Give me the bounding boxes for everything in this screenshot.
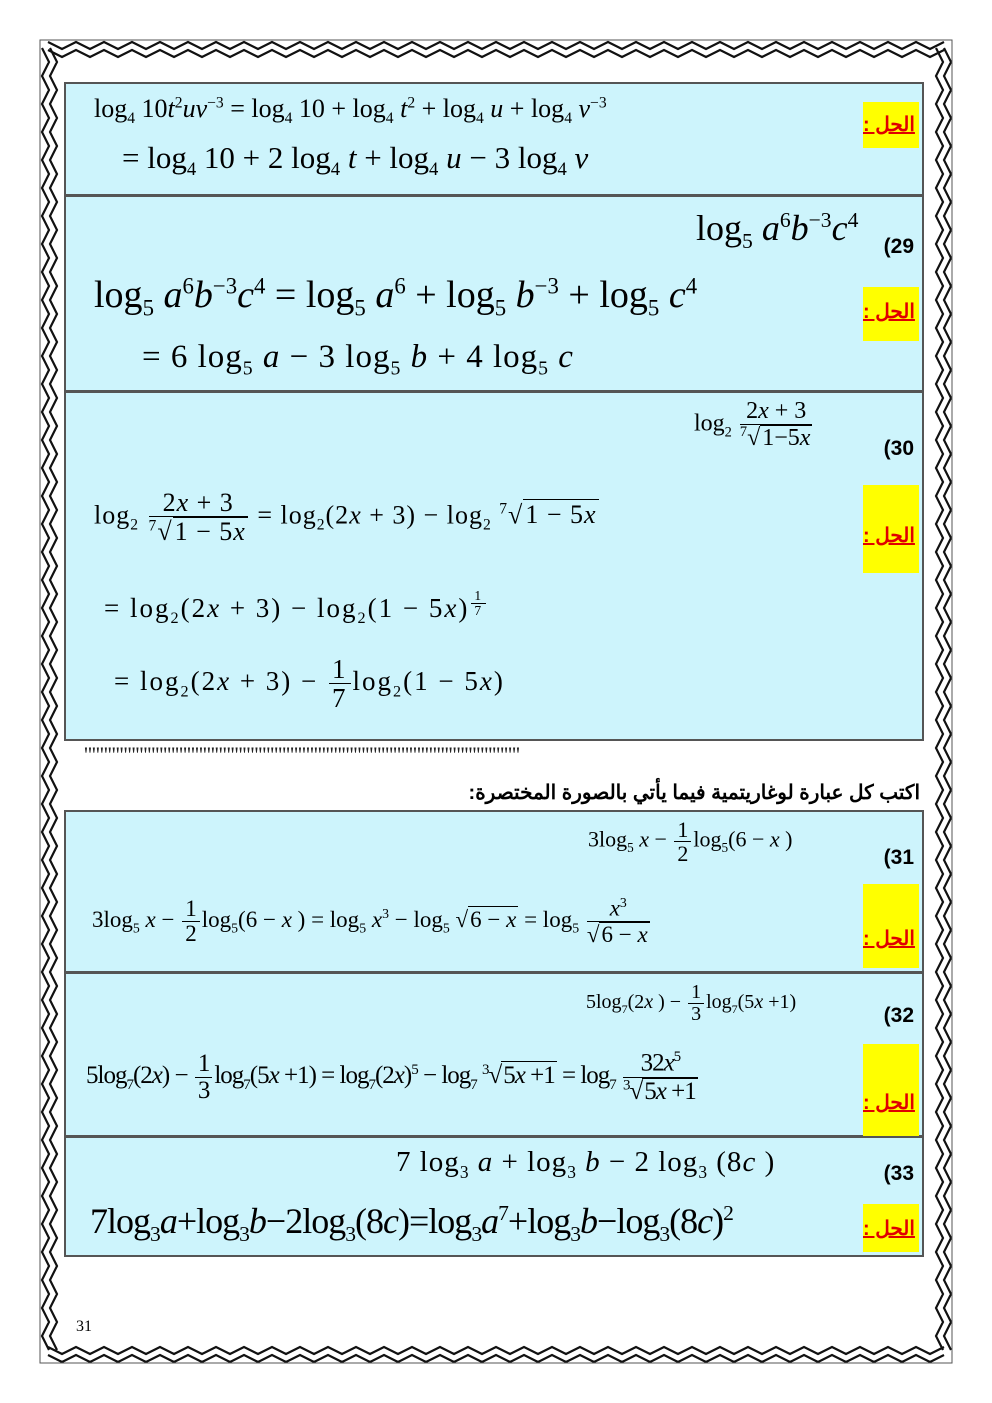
section-heading: اكتب كل عبارة لوغاريتمية فيما يأتي بالصورة المختصرة: (468, 782, 920, 804)
page-number: 31 (76, 1318, 92, 1335)
solution-line-1: $\log_2$ $\frac{2x + 3}{^7√1 - 5x}$ = $\log_2(2x + 3) - \log_2 ^7√1 - 5x$ (94, 488, 597, 547)
question-expression: $5\log_7(2x$ ) − $\frac{1}{3}$ $\log_7(5x +1)$ (586, 981, 797, 1025)
solution-line-3: = $\log_2(2x + 3)$ − $\frac{1}{7}$ $\log_2(1 - 5x)$ (114, 654, 505, 714)
solution-line-1: $7\log_3a+\log_3b-2\log_3(8c)=\log_3a^7+\log_3b-\log_3(8c)^2$ (90, 1201, 733, 1247)
solution-line-2: = 6 $\log_5 a - 3$ $\log_5 b + 4$ $\log_5 c$ (142, 339, 574, 380)
problem-box-30 (64, 391, 924, 741)
question-expression: $\log_5 a^6b^{-3}c^4$ (696, 208, 859, 254)
question-expression: 7 $\log_3 a + \log_3 b - 2$ $\log_3 (8c$ ) (396, 1146, 776, 1182)
solution-line-2: = $\log_2(2x + 3) - \log_2(1 - 5x)$ $^{\frac{1}{7}}$ (104, 589, 488, 628)
question-expression: $3\log_5$ x − $\frac{1}{2}$ $\log_5(6 - x$ ) (588, 817, 793, 867)
question-expression: $\log_2$ $\frac{2x + 3}{^7√1-5x}$ (694, 398, 811, 452)
dotted-separator: '''''''''''''''''''''''''''''''''''''''''''''''''''''''''''''''''''''''''''''''''''''''''''''''''''''''''''''' (84, 742, 521, 767)
solution-line-1: $5\log_7(2x)$ − $\frac{1}{3}$ $\log_7(5x +1) = \log_7(2x)^5 - \log_7 ^3√5x +1 = \log_7$ $\frac{32x^5}{^3√5x +1}$ (86, 1049, 696, 1105)
solution-line-2: = $\log_4 10 + 2$ $\log_4 t + \log_4 u - 3$ $\log_4 v$ (122, 140, 589, 181)
problem-number: (29 (883, 235, 914, 258)
problem-box-32 (64, 972, 924, 1137)
problem-number: (33 (883, 1162, 914, 1185)
problem-number: (32 (883, 1004, 914, 1027)
solution-line-1: $3\log_5$ x − $\frac{1}{2}$ $\log_5(6 - x$ ) = $\log_5 x^3 - \log_5 √6 - x = \log_5$ $\frac{x^3}{√6 - x}$ (92, 895, 648, 947)
problem-box-29 (64, 195, 924, 392)
solution-label: الحل : (863, 1092, 915, 1114)
solution-line-1: $\log_5 a^6b^{-3}c^4 = \log_5 a^6 + \log_5 b^{-3} + \log_5 c^4$ (94, 273, 698, 321)
problem-number: (31 (883, 846, 914, 869)
problem-number: (30 (883, 437, 914, 460)
solution-label: الحل : (863, 1218, 915, 1240)
problem-box-28 (64, 82, 924, 196)
solution-line-1: $\log_4 10t^2uv^{-3} = \log_4 10 + \log_4 t^2 + \log_4 u + \log_4 v^{-3}$ (94, 94, 607, 128)
problem-box-33 (64, 1136, 924, 1257)
problem-box-31 (64, 810, 924, 973)
solution-label: الحل : (863, 301, 915, 323)
solution-label: الحل : (863, 114, 915, 136)
solution-label: الحل : (863, 525, 915, 547)
solution-label: الحل : (863, 928, 915, 950)
